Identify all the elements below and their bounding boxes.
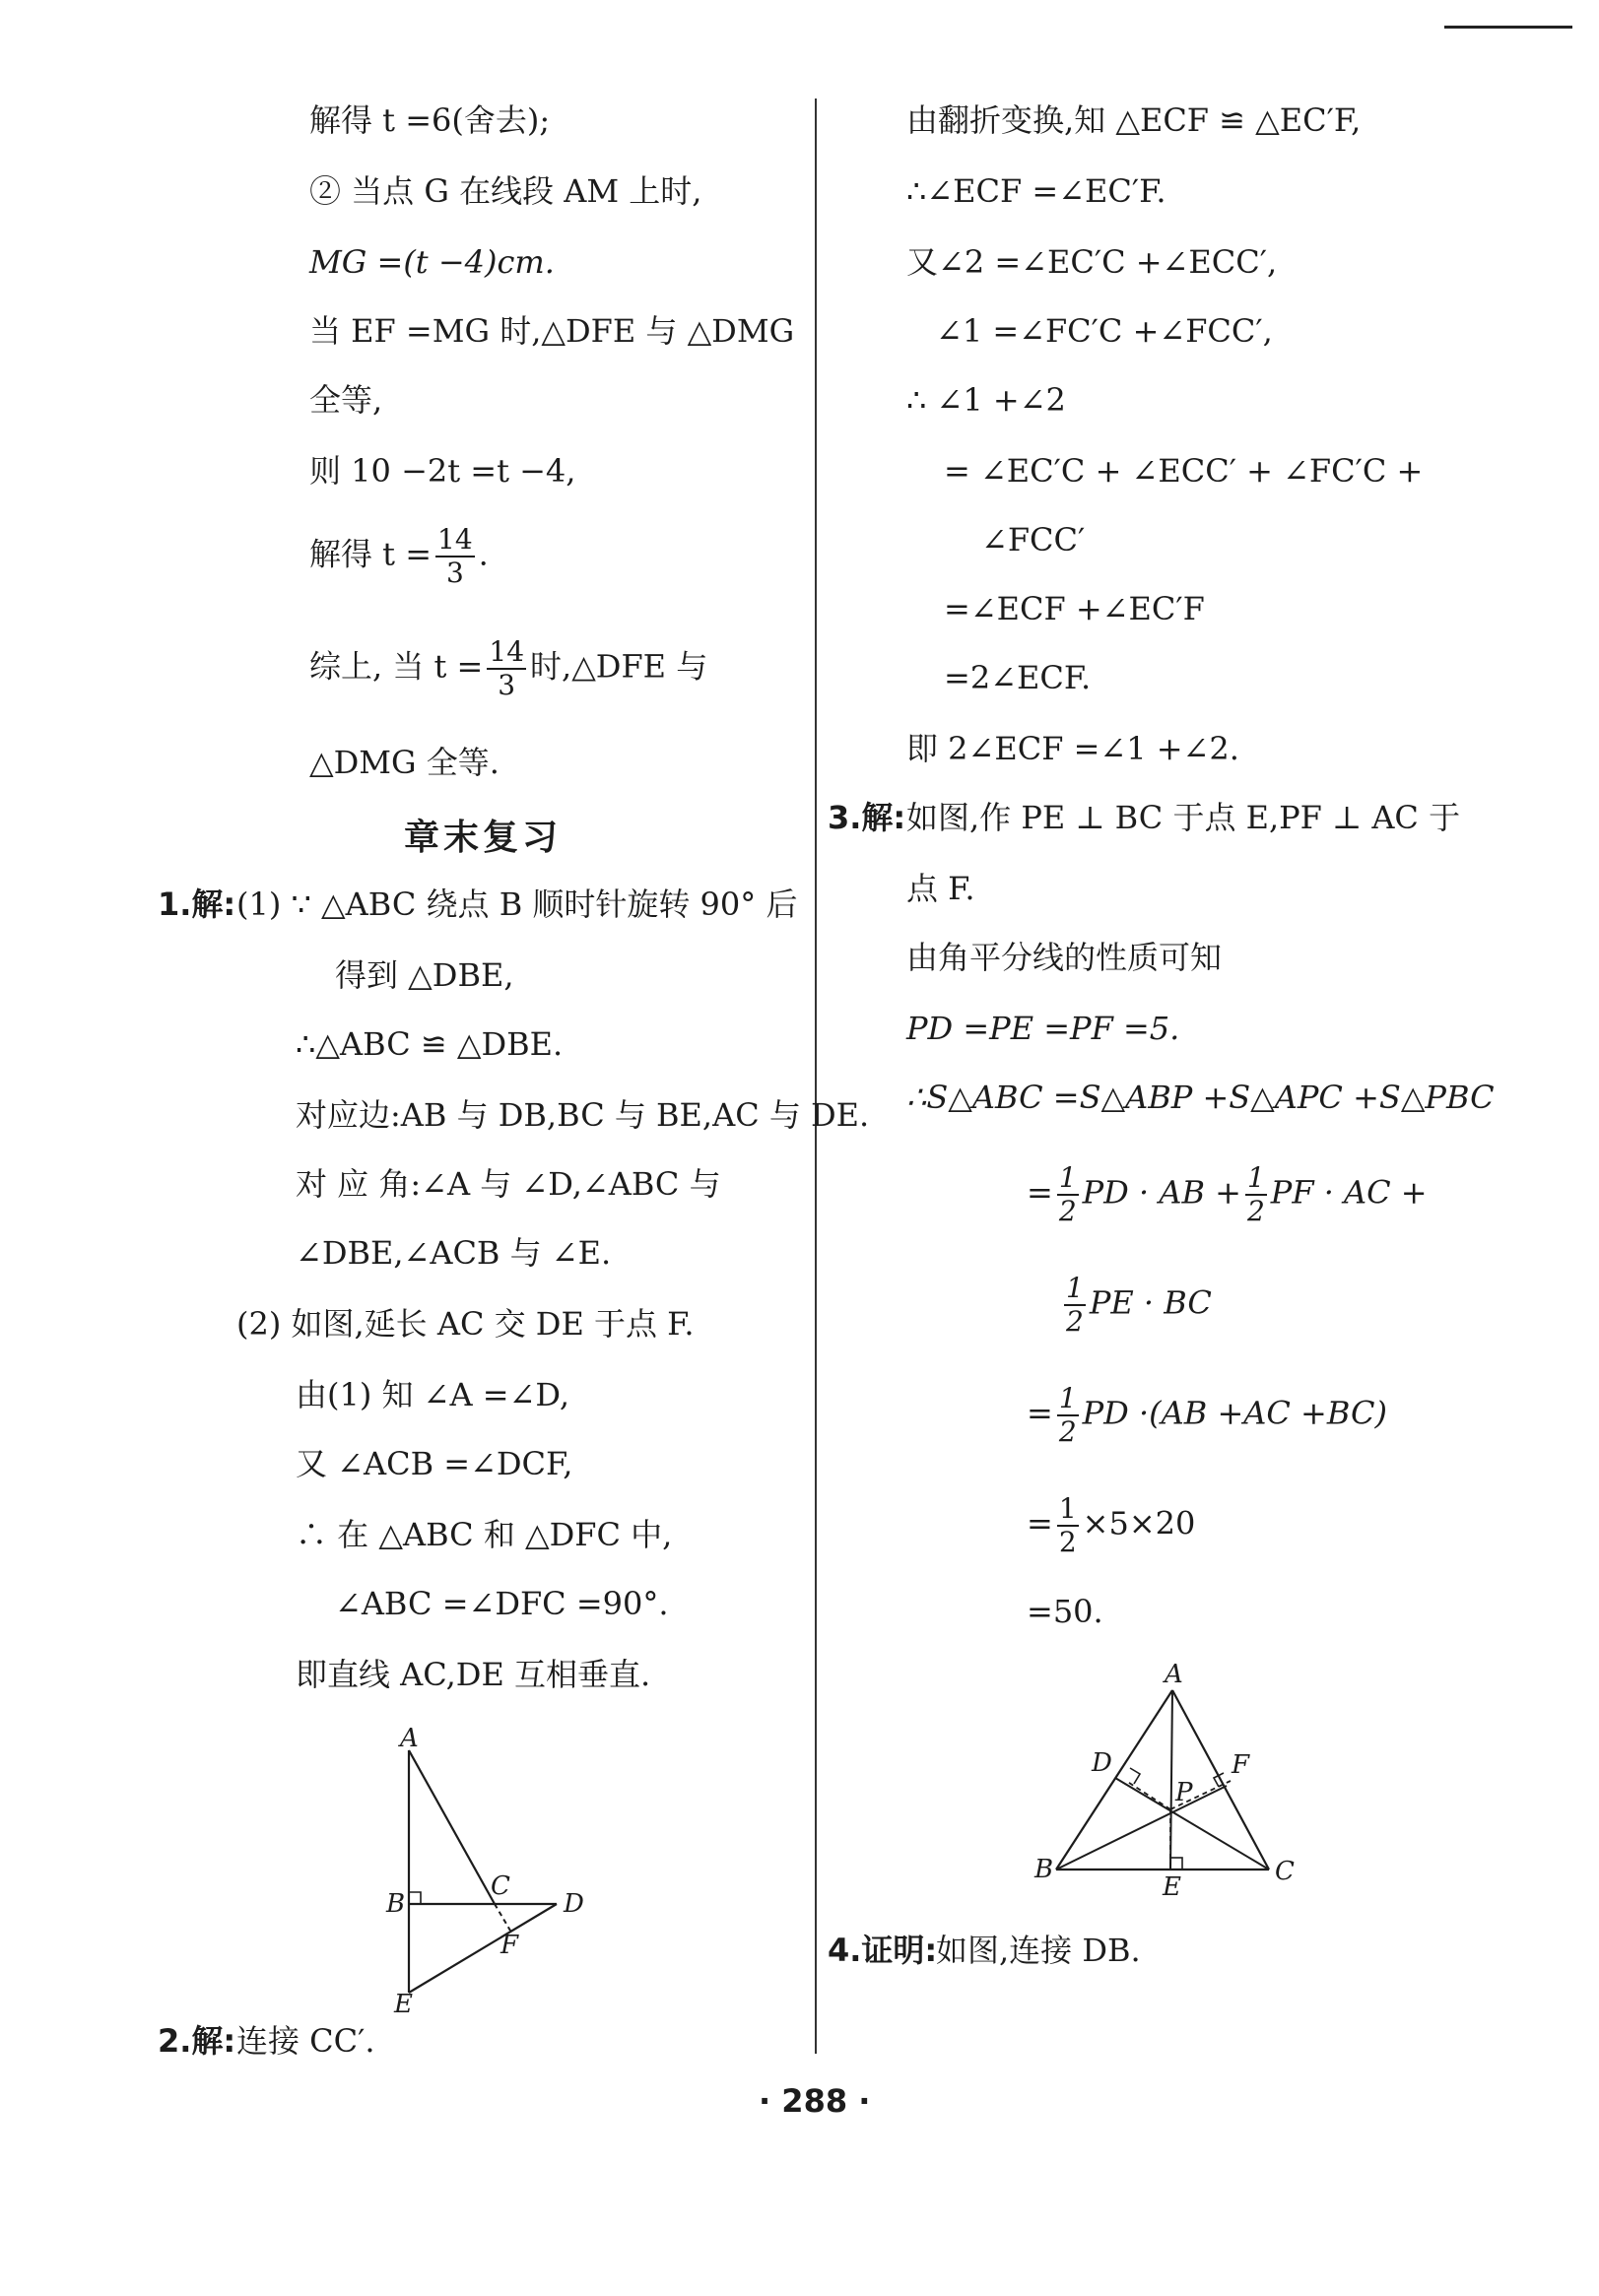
- line-case2: ② 当点 G 在线段 AM 上时,: [309, 172, 702, 210]
- fraction: [487, 636, 526, 701]
- top-rule: [1444, 26, 1572, 29]
- p1-line-2: 得到 △DBE,: [335, 956, 514, 994]
- p1-line-5: 对 应 角:∠A 与 ∠D,∠ABC 与: [296, 1165, 721, 1203]
- fraction-den: 3: [498, 669, 516, 701]
- p3-expr-1: = $\frac{1}{2}$ PD · AB + $\frac{1}{2}$ PF · AC +: [1027, 1161, 1428, 1227]
- problem-1-label: 1.解:: [158, 886, 236, 923]
- fraction-num: 14: [437, 523, 473, 556]
- p3-expr-4: = $\frac{1}{2}$ ×5×20: [1027, 1492, 1196, 1558]
- right-angle-e: [1170, 1858, 1182, 1870]
- label-d: D: [1092, 1748, 1112, 1778]
- right-angle-mark: [409, 1892, 421, 1904]
- fraction: [435, 524, 475, 589]
- r-line-9: =2∠ECF.: [944, 659, 1092, 696]
- line-ed: [409, 1904, 557, 1993]
- label-b: B: [386, 1889, 406, 1919]
- problem-2-label: 2.解:: [158, 2022, 236, 2060]
- fraction-den: 2: [1058, 1526, 1077, 1558]
- expr-part-b: PF · AC +: [1270, 1173, 1428, 1212]
- p3-line-1: 如图,作 PE ⊥ BC 于点 E,PF ⊥ AC 于: [906, 799, 1461, 836]
- p1-line-11: ∠ABC =∠DFC =90°.: [335, 1585, 669, 1622]
- expr-part-a: PD · AB +: [1082, 1173, 1241, 1212]
- expr-part: PD ·(AB +AC +BC): [1082, 1394, 1387, 1432]
- line-ab: [1056, 1690, 1172, 1870]
- problem-3-label: 3.解:: [828, 799, 906, 836]
- fraction-half: [1057, 1383, 1079, 1448]
- line-congruent: 全等,: [309, 381, 383, 419]
- label-c: C: [1275, 1857, 1295, 1886]
- fraction-den: 2: [1058, 1415, 1077, 1448]
- r-line-7: ∠FCC′: [981, 521, 1086, 558]
- p2-line-1: 连接 CC′.: [236, 2022, 375, 2060]
- p3-line-3: 由角平分线的性质可知: [906, 939, 1223, 976]
- line-equation: 则 10 −2t =t −4,: [309, 452, 576, 490]
- bisector-a: [1170, 1690, 1172, 1870]
- expr-part: PE · BC: [1089, 1283, 1212, 1322]
- expr-part: ×5×20: [1082, 1504, 1196, 1542]
- p1-line-12: 即直线 AC,DE 互相垂直.: [296, 1656, 651, 1693]
- figure-angle-bisectors: [1015, 1655, 1310, 1911]
- p3-expr-5: =50.: [1027, 1593, 1103, 1630]
- r-line-6: = ∠EC′C + ∠ECC′ + ∠FC′C +: [944, 452, 1424, 490]
- fraction-half: [1057, 1493, 1079, 1558]
- p3-line-5: ∴S△ABC =S△ABP +S△APC +S△PBC: [906, 1079, 1495, 1116]
- page-number-value: 288: [781, 2082, 848, 2120]
- label-e: E: [1163, 1872, 1181, 1902]
- p3-expr-3: = $\frac{1}{2}$ PD ·(AB +AC +BC): [1027, 1382, 1387, 1448]
- pd-dashed: [1126, 1781, 1170, 1809]
- label-c: C: [491, 1871, 510, 1901]
- fraction-num: 1: [1058, 1382, 1077, 1414]
- label-e: E: [394, 1990, 413, 2014]
- r-line-8: =∠ECF +∠EC′F: [944, 590, 1205, 627]
- line-ac: [409, 1750, 495, 1904]
- fraction-den: 2: [1246, 1195, 1265, 1227]
- column-divider: [815, 98, 817, 2054]
- fraction-den: 3: [445, 557, 464, 589]
- summary-prefix: 综上, 当 t =: [309, 647, 484, 686]
- line-solve-t6: 解得 t =6(舍去);: [309, 101, 551, 139]
- p3-line-2: 点 F.: [906, 870, 975, 907]
- solve-prefix: 解得 t =: [309, 535, 433, 573]
- label-f: F: [500, 1931, 519, 1960]
- fraction-num: 1: [1246, 1161, 1265, 1194]
- p1-line-7: (2) 如图,延长 AC 交 DE 于点 F.: [236, 1305, 695, 1343]
- right-angle-d: [1130, 1768, 1140, 1784]
- label-a: A: [1165, 1660, 1183, 1689]
- p1-line-6: ∠DBE,∠ACB 与 ∠E.: [296, 1234, 612, 1272]
- p1-line-8: 由(1) 知 ∠A =∠D,: [296, 1376, 570, 1413]
- r-line-1: 由翻折变换,知 △ECF ≌ △EC′F,: [906, 101, 1362, 139]
- p4-line-1: 如图,连接 DB.: [936, 1932, 1141, 1969]
- line-summary: [309, 636, 707, 701]
- fraction-num: 1: [1058, 1161, 1077, 1194]
- label-b: B: [1034, 1855, 1054, 1884]
- fraction-half: [1057, 1162, 1079, 1227]
- p1-line-9: 又 ∠ACB =∠DCF,: [296, 1445, 573, 1482]
- fraction-num: 1: [1066, 1272, 1084, 1304]
- p1-line-4: 对应边:AB 与 DB,BC 与 BE,AC 与 DE.: [296, 1096, 870, 1134]
- line-mg: MG =(t −4)cm.: [309, 243, 555, 281]
- fraction-half: [1064, 1273, 1086, 1338]
- fraction-num: 1: [1058, 1492, 1077, 1525]
- bisector-b: [1056, 1786, 1227, 1870]
- problem-4-label: 4.证明:: [828, 1932, 938, 1969]
- label-p: P: [1175, 1778, 1193, 1807]
- solve-suffix: .: [478, 535, 489, 573]
- line-cf-dashed: [495, 1904, 510, 1931]
- p1-line-3: ∴△ABC ≌ △DBE.: [296, 1025, 564, 1063]
- label-a: A: [400, 1724, 419, 1753]
- line-solve-t14: [309, 524, 489, 589]
- fraction-den: 2: [1066, 1305, 1084, 1338]
- section-heading: 章末复习: [404, 818, 563, 858]
- summary-suffix: 时,△DFE 与: [530, 647, 708, 686]
- line-condition: 当 EF =MG 时,△DFE 与 △DMG: [309, 312, 795, 350]
- figure-right-triangles: [374, 1719, 611, 2014]
- page-number: · 288 ·: [759, 2082, 871, 2120]
- fraction-num: 14: [489, 635, 525, 668]
- line-summary-end: △DMG 全等.: [309, 744, 500, 781]
- fraction-half: [1245, 1162, 1267, 1227]
- r-line-3: 又∠2 =∠EC′C +∠ECC′,: [906, 243, 1278, 281]
- r-line-5: ∴ ∠1 +∠2: [906, 381, 1066, 419]
- r-line-2: ∴∠ECF =∠EC′F.: [906, 172, 1166, 210]
- fraction-den: 2: [1058, 1195, 1077, 1227]
- label-f: F: [1232, 1750, 1250, 1780]
- p3-expr-2: [1060, 1273, 1212, 1338]
- r-line-4: ∠1 =∠FC′C +∠FCC′,: [936, 312, 1273, 350]
- p3-line-4: PD =PE =PF =5.: [906, 1010, 1180, 1047]
- p1-line-10: ∴ 在 △ABC 和 △DFC 中,: [296, 1516, 673, 1553]
- label-d: D: [564, 1889, 584, 1919]
- p1-line-1: (1) ∵ △ABC 绕点 B 顺时针旋转 90° 后: [236, 886, 798, 923]
- r-line-10: 即 2∠ECF =∠1 +∠2.: [906, 730, 1239, 767]
